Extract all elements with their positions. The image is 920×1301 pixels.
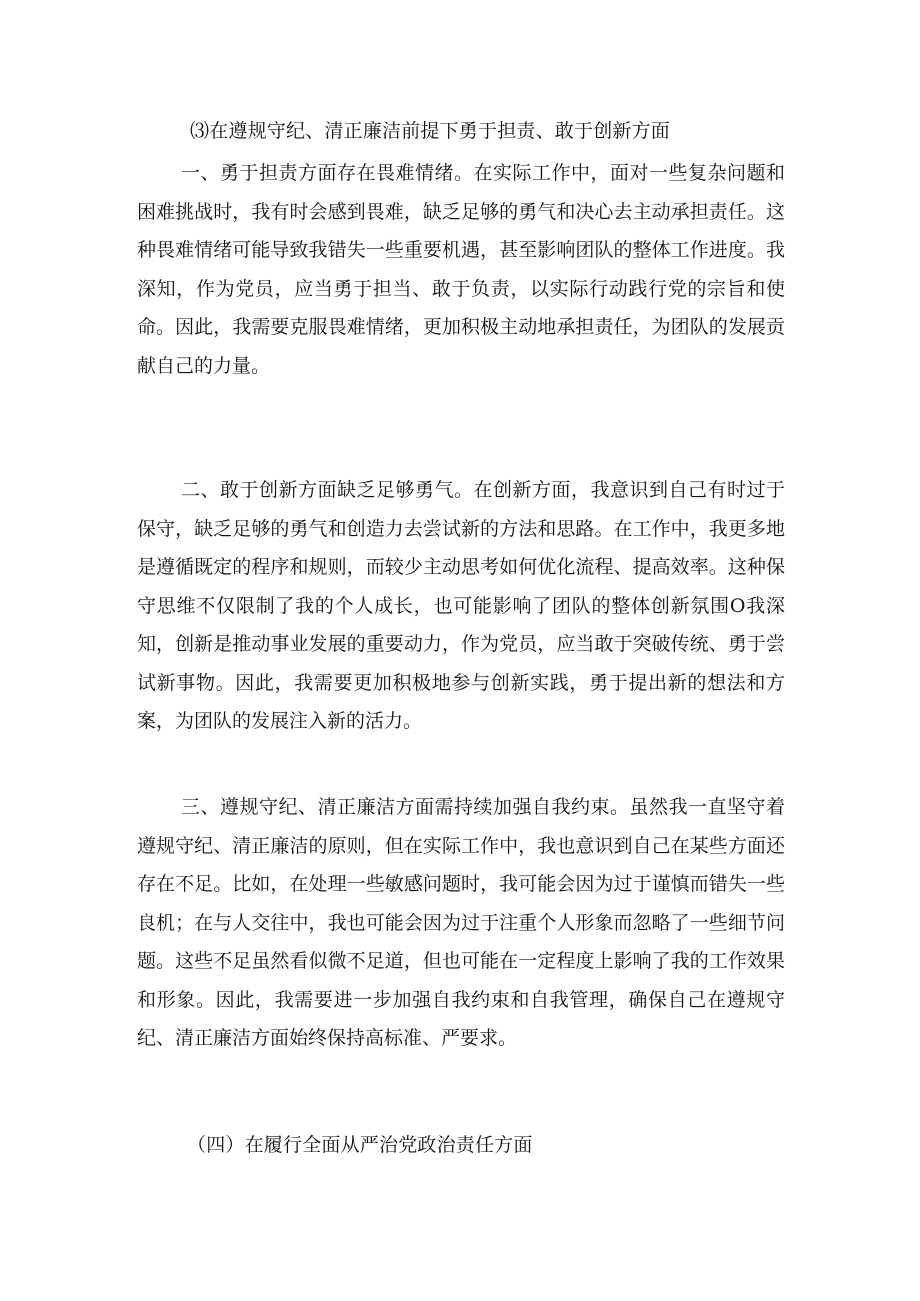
- paragraph-innovation: 二、敢于创新方面缺乏足够勇气。在创新方面，我意识到自己有时过于保守，缺乏足够的勇气和创造力去尝试新的方法和思路。在工作中，我更多地是遵循既定的程序和规则，而较少主动思考如何优化流程、提高效率。这种保守思维不仅限制了我的个人成长，也可能影响了团队的整体创新氛围O我深知，创新是推动事业发展的重要动力，作为党员，应当敢于突破传统、勇于尝试新事物。因此，我需要更加积极地参与创新实践，勇于提出新的想法和方案，为团队的发展注入新的活力。: [137, 479, 785, 732]
- section-heading-3: ⑶在遵规守纪、清正廉洁前提下勇于担责、敢于创新方面: [190, 120, 671, 142]
- section-heading-4: （四）在履行全面从严治党政治责任方面: [187, 1134, 533, 1156]
- paragraph-responsibility: 一、勇于担责方面存在畏难情绪。在实际工作中，面对一些复杂问题和困难挑战时，我有时会感到畏难，缺乏足够的勇气和决心去主动承担责任。这种畏难情绪可能导致我错失一些重要机遇，甚至影响团队的整体工作进度。我深知，作为党员，应当勇于担当、敢于负责，以实际行动践行党的宗旨和使命。因此，我需要克服畏难情绪，更加积极主动地承担责任，为团队的发展贡献自己的力量。: [137, 162, 785, 377]
- paragraph-discipline: 三、遵规守纪、清正廉洁方面需持续加强自我约束。虽然我一直坚守着遵规守纪、清正廉洁的原则，但在实际工作中，我也意识到自己在某些方面还存在不足。比如，在处理一些敏感问题时，我可能会因为过于谨慎而错失一些良机；在与人交往中，我也可能会因为过于注重个人形象而忽略了一些细节问题。这些不足虽然看似微不足道，但也可能在一定程度上影响了我的工作效果和形象。因此，我需要进一步加强自我约束和自我管理，确保自己在遵规守纪、清正廉洁方面始终保持高标准、严要求。: [137, 796, 785, 1049]
